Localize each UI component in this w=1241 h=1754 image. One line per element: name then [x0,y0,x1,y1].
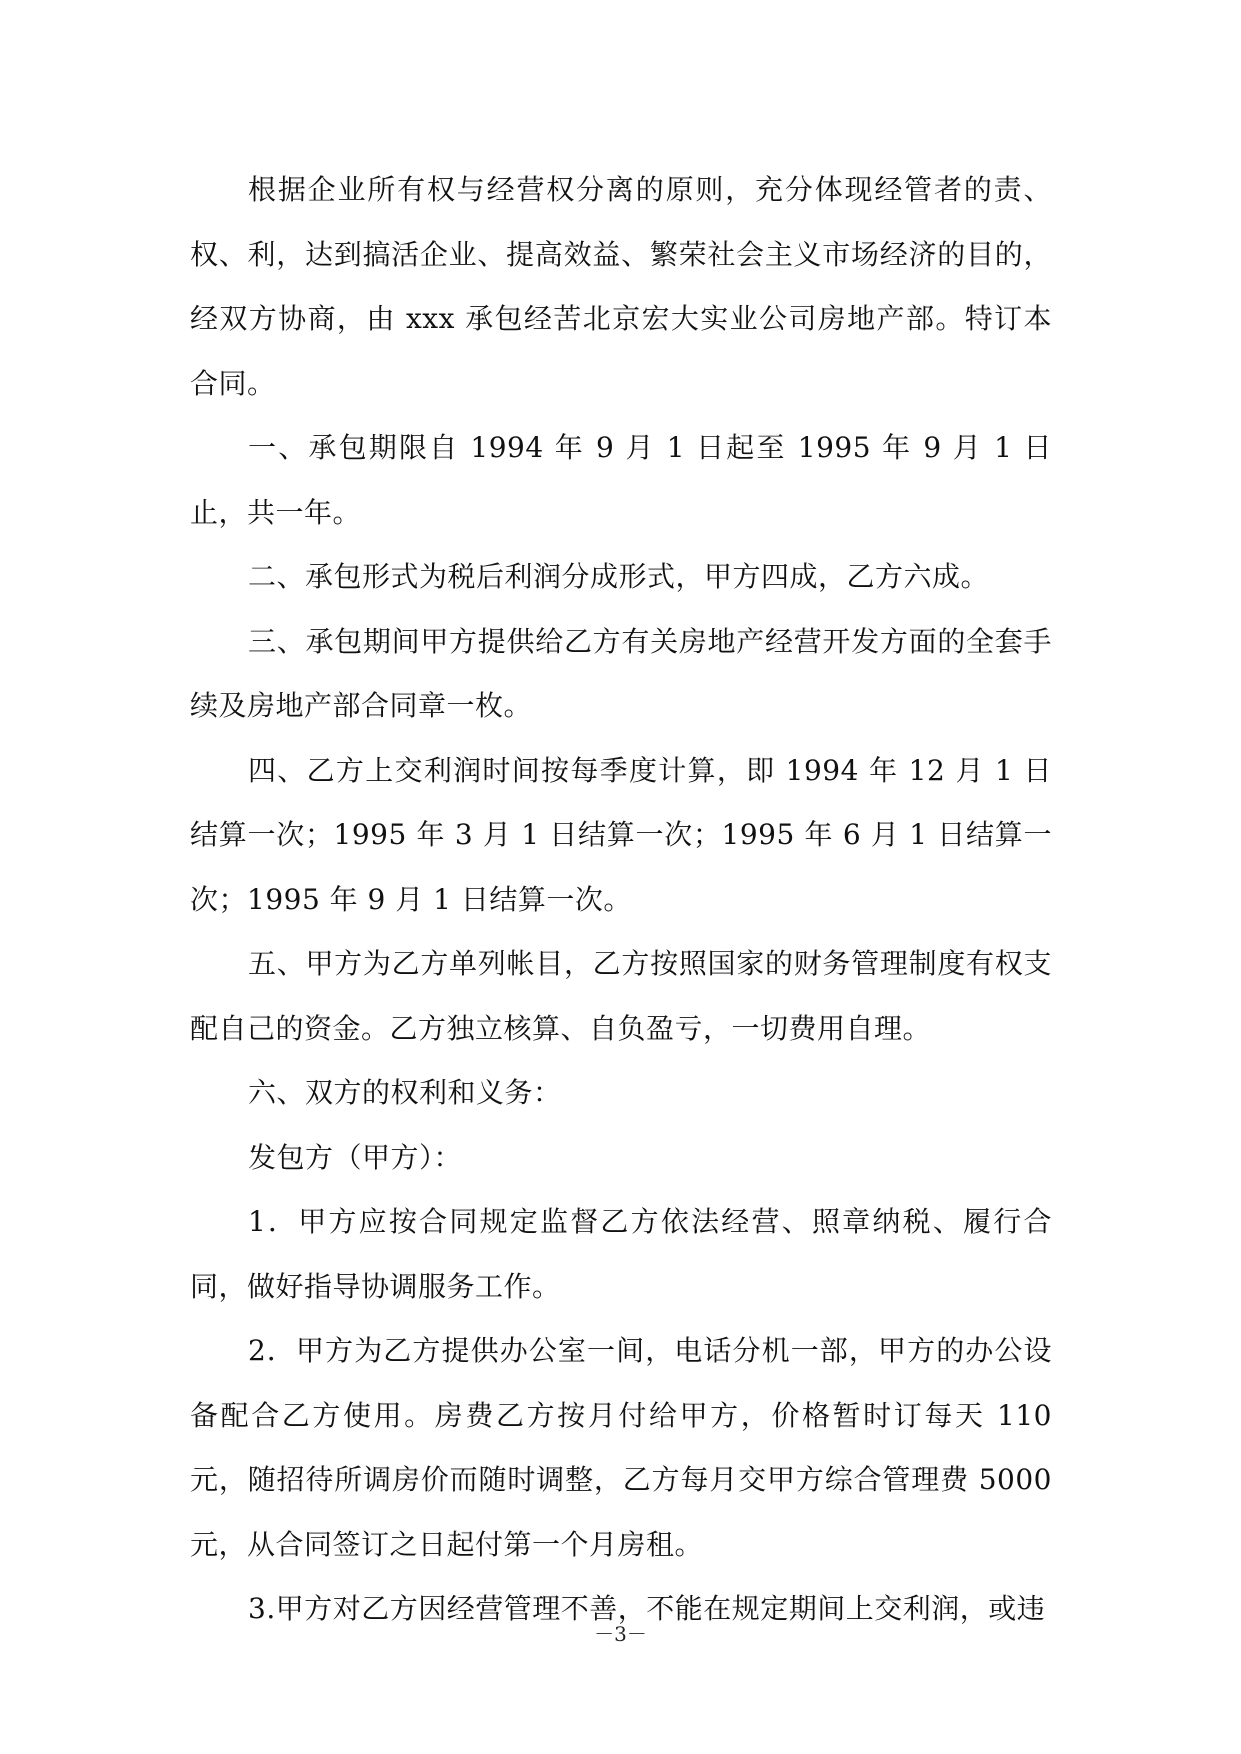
paragraph-clause-2: 二、承包形式为税后利润分成形式，甲方四成，乙方六成。 [248,560,990,593]
paragraph-clause-3: 三、承包期间甲方提供给乙方有关房地产经营开发方面的全套手续及房地产部合同章一枚。 [190,624,1052,722]
paragraph-item-3: 3.甲方对乙方因经营管理不善，不能在规定期间上交利润，或违 [248,1592,1046,1625]
document-body [190,158,1052,1642]
paragraph-clause-6: 六、双方的权利和义务： [248,1076,562,1109]
page-number: －3－ [594,1622,647,1646]
paragraph-item-2: 2．甲方为乙方提供办公室一间，电话分机一部，甲方的办公设备配合乙方使用。房费乙方按月付给甲方，价格暂时订每天 110 元，随招待所调房价而随时调整，乙方每月交甲方综合管理费 5000 元，从合同签订之日起付第一个月房租。 [190,1334,1052,1561]
paragraph-clause-4: 四、乙方上交利润时间按每季度计算，即 1994 年 12 月 1 日结算一次；1995 年 3 月 1 日结算一次；1995 年 6 月 1 日结算一次；1995 年 9 月 1 日结算一次。 [190,753,1052,916]
paragraph-party-a-heading: 发包方（甲方）： [248,1140,463,1174]
paragraph-clause-5: 五、甲方为乙方单列帐目，乙方按照国家的财务管理制度有权支配自己的资金。乙方独立核算、自负盈亏，一切费用自理。 [190,947,1052,1045]
paragraph-preamble: 根据企业所有权与经营权分离的原则，充分体现经管者的责、权、利，达到搞活企业、提高效益、繁荣社会主义市场经济的目的，经双方协商，由 xxx 承包经苦北京宏大实业公司房地产部。特订本合同。 [190,173,1052,400]
paragraph-clause-1: 一、承包期限自 1994 年 9 月 1 日起至 1995 年 9 月 1 日止，共一年。 [190,431,1052,529]
paragraph-item-1: 1．甲方应按合同规定监督乙方依法经营、照章纳税、履行合同，做好指导协调服务工作。 [190,1205,1052,1303]
